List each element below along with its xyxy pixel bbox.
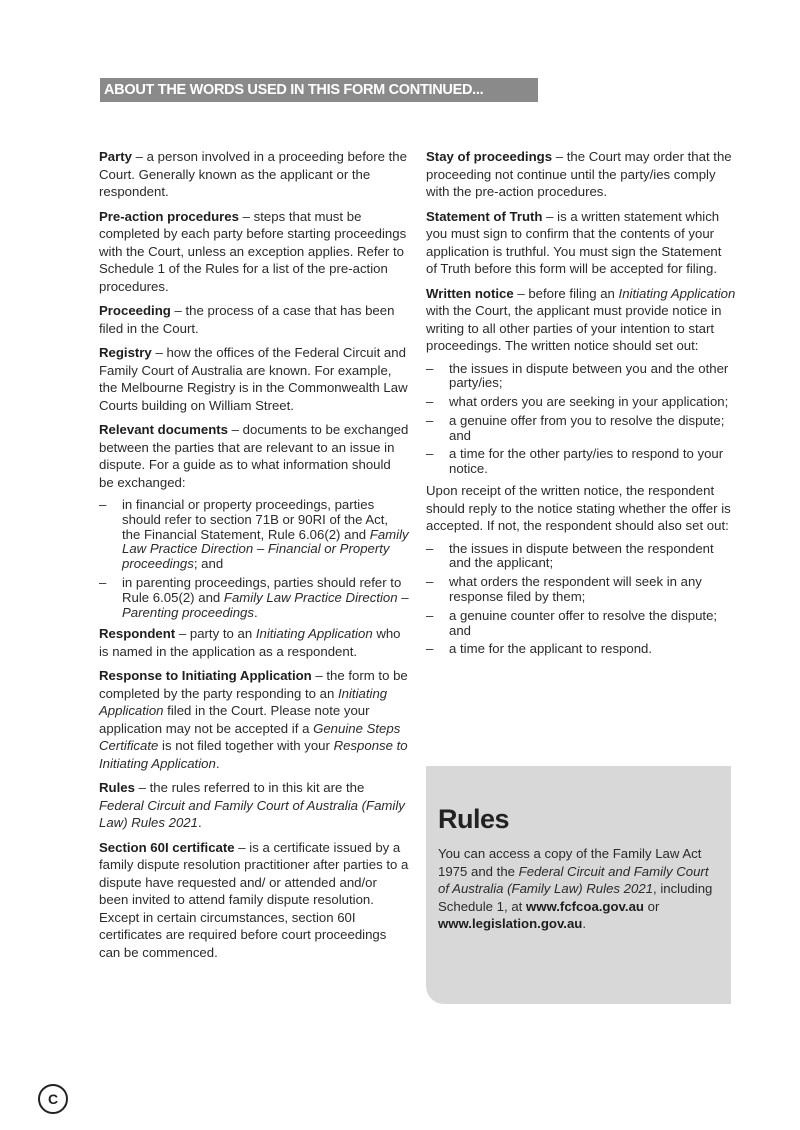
definition-proceeding: Proceeding – the process of a case that has been filed in the Court. [99, 303, 395, 336]
term: Section 60I certificate [99, 839, 235, 855]
term: Party [99, 149, 132, 164]
definition-stay: Stay of proceedings – the Court may order that the proceeding not continue until the party/ies comply with the pre-action procedures. [426, 149, 732, 199]
legislation-link[interactable]: www.legislation.gov.au [438, 916, 583, 931]
definition-respondent: Respondent – party to an Initiating Application who is named in the application as a respondent. [99, 626, 401, 659]
definition-party: Party – a person involved in a proceeding before the Court. Generally known as the applicant or the respondent. [99, 149, 407, 199]
written-notice-list [426, 362, 736, 478]
term: Pre-action procedures [99, 208, 239, 224]
definition-written-notice: Written notice – before filing an Initiating Application with the Court, the applicant must provide notice in writing to all other parties of your intention to start proceedings. The written notice should set out: [426, 285, 736, 353]
term: Registry [99, 345, 152, 360]
term: Proceeding [99, 303, 171, 318]
fcfcoa-link[interactable]: www.fcfcoa.gov.au [525, 898, 644, 914]
term: Written notice [426, 285, 514, 301]
definition-registry: Registry – how the offices of the Federal Circuit and Family Court of Australia are known. For example, the Melbourne Registry is in the Commonwealth Law Courts building on William Street. [99, 345, 408, 413]
rules-heading: Rules [438, 804, 510, 834]
term: Respondent [99, 626, 176, 642]
list-item: – a time for the other party/ies to respond to your notice. [426, 447, 736, 477]
respondent-reply-list [426, 542, 736, 658]
term: Rules [99, 780, 135, 796]
list-item: – in parenting proceedings, parties should refer to Rule 6.05(2) and Family Law Practice Direction – Parenting proceedings. [99, 576, 409, 620]
written-notice-followup: Upon receipt of the written notice, the respondent should reply to the notice stating whether the offer is accepted. If not, the respondent should also set out: [426, 483, 731, 534]
list-item: – the issues in dispute between you and the other party/ies; [426, 362, 736, 392]
left-column [99, 148, 409, 968]
term: Response to Initiating Application [99, 668, 312, 684]
right-column [426, 148, 736, 662]
rules-text: You can access a copy of the Family Law Act 1975 and the Federal Circuit and Family Court of Australia (Family Law) Rules 2021, including Schedule 1, at www.fcfcoa.gov.au or www.legislation.gov.au. [438, 846, 713, 931]
relevant-documents-list [99, 498, 409, 620]
section-header: ABOUT THE WORDS USED IN THIS FORM CONTINUED... [100, 78, 538, 102]
list-item: – what orders you are seeking in your application; [426, 395, 736, 410]
definition-relevant-documents: Relevant documents – documents to be exchanged between the parties that are relevant to an issue in dispute. For a guide as to what information should be exchanged: [99, 422, 409, 490]
term: Relevant documents [99, 422, 228, 437]
definition-rules: Rules – the rules referred to in this kit are the Federal Circuit and Family Court of Australia (Family Law) Rules 2021. [99, 780, 405, 831]
list-item: – the issues in dispute between the respondent and the applicant; [426, 542, 736, 572]
term: Statement of Truth [426, 208, 543, 224]
definition-statement-of-truth: Statement of Truth – is a written statement which you must sign to confirm that the contents of your application is truthful. You must sign the Statement of Truth before this form will be accepted for filing. [426, 208, 722, 276]
definition-response: Response to Initiating Application – the form to be completed by the party responding to an Initiating Application filed in the Court. Please note your application may not be accepted if a Genuine Steps Certificate is not filed together with your Response to Initiating Application. [99, 668, 408, 771]
list-item: – in financial or property proceedings, parties should refer to section 71B or 90RI of the Act, the Financial Statement, Rule 6.06(2) and Family Law Practice Direction – Financial or Property proceedings; and [99, 498, 409, 572]
list-item: – a time for the applicant to respond. [426, 642, 736, 657]
definition-pre-action: Pre-action procedures – steps that must be completed by each party before starting proceedings with the Court, unless an exception applies. Refer to Schedule 1 of the Rules for a list of the pre-action procedures. [99, 208, 407, 294]
term: Stay of proceedings [426, 149, 553, 164]
list-item: – what orders the respondent will seek in any response filed by them; [426, 575, 736, 605]
list-item: – a genuine offer from you to resolve the dispute; and [426, 414, 736, 444]
definition-section-60i: Section 60I certificate – is a certificate issued by a family dispute resolution practitioner after parties to a dispute have requested and/ or attended and/or been invited to attend family dispute resolution. Except in certain circumstances, section 60I certificates are required before court proceedings can be commenced. [99, 839, 409, 960]
rules-info-box [426, 766, 731, 1004]
section-c-logo-icon: C [38, 1084, 68, 1114]
list-item: – a genuine counter offer to resolve the dispute; and [426, 609, 736, 639]
